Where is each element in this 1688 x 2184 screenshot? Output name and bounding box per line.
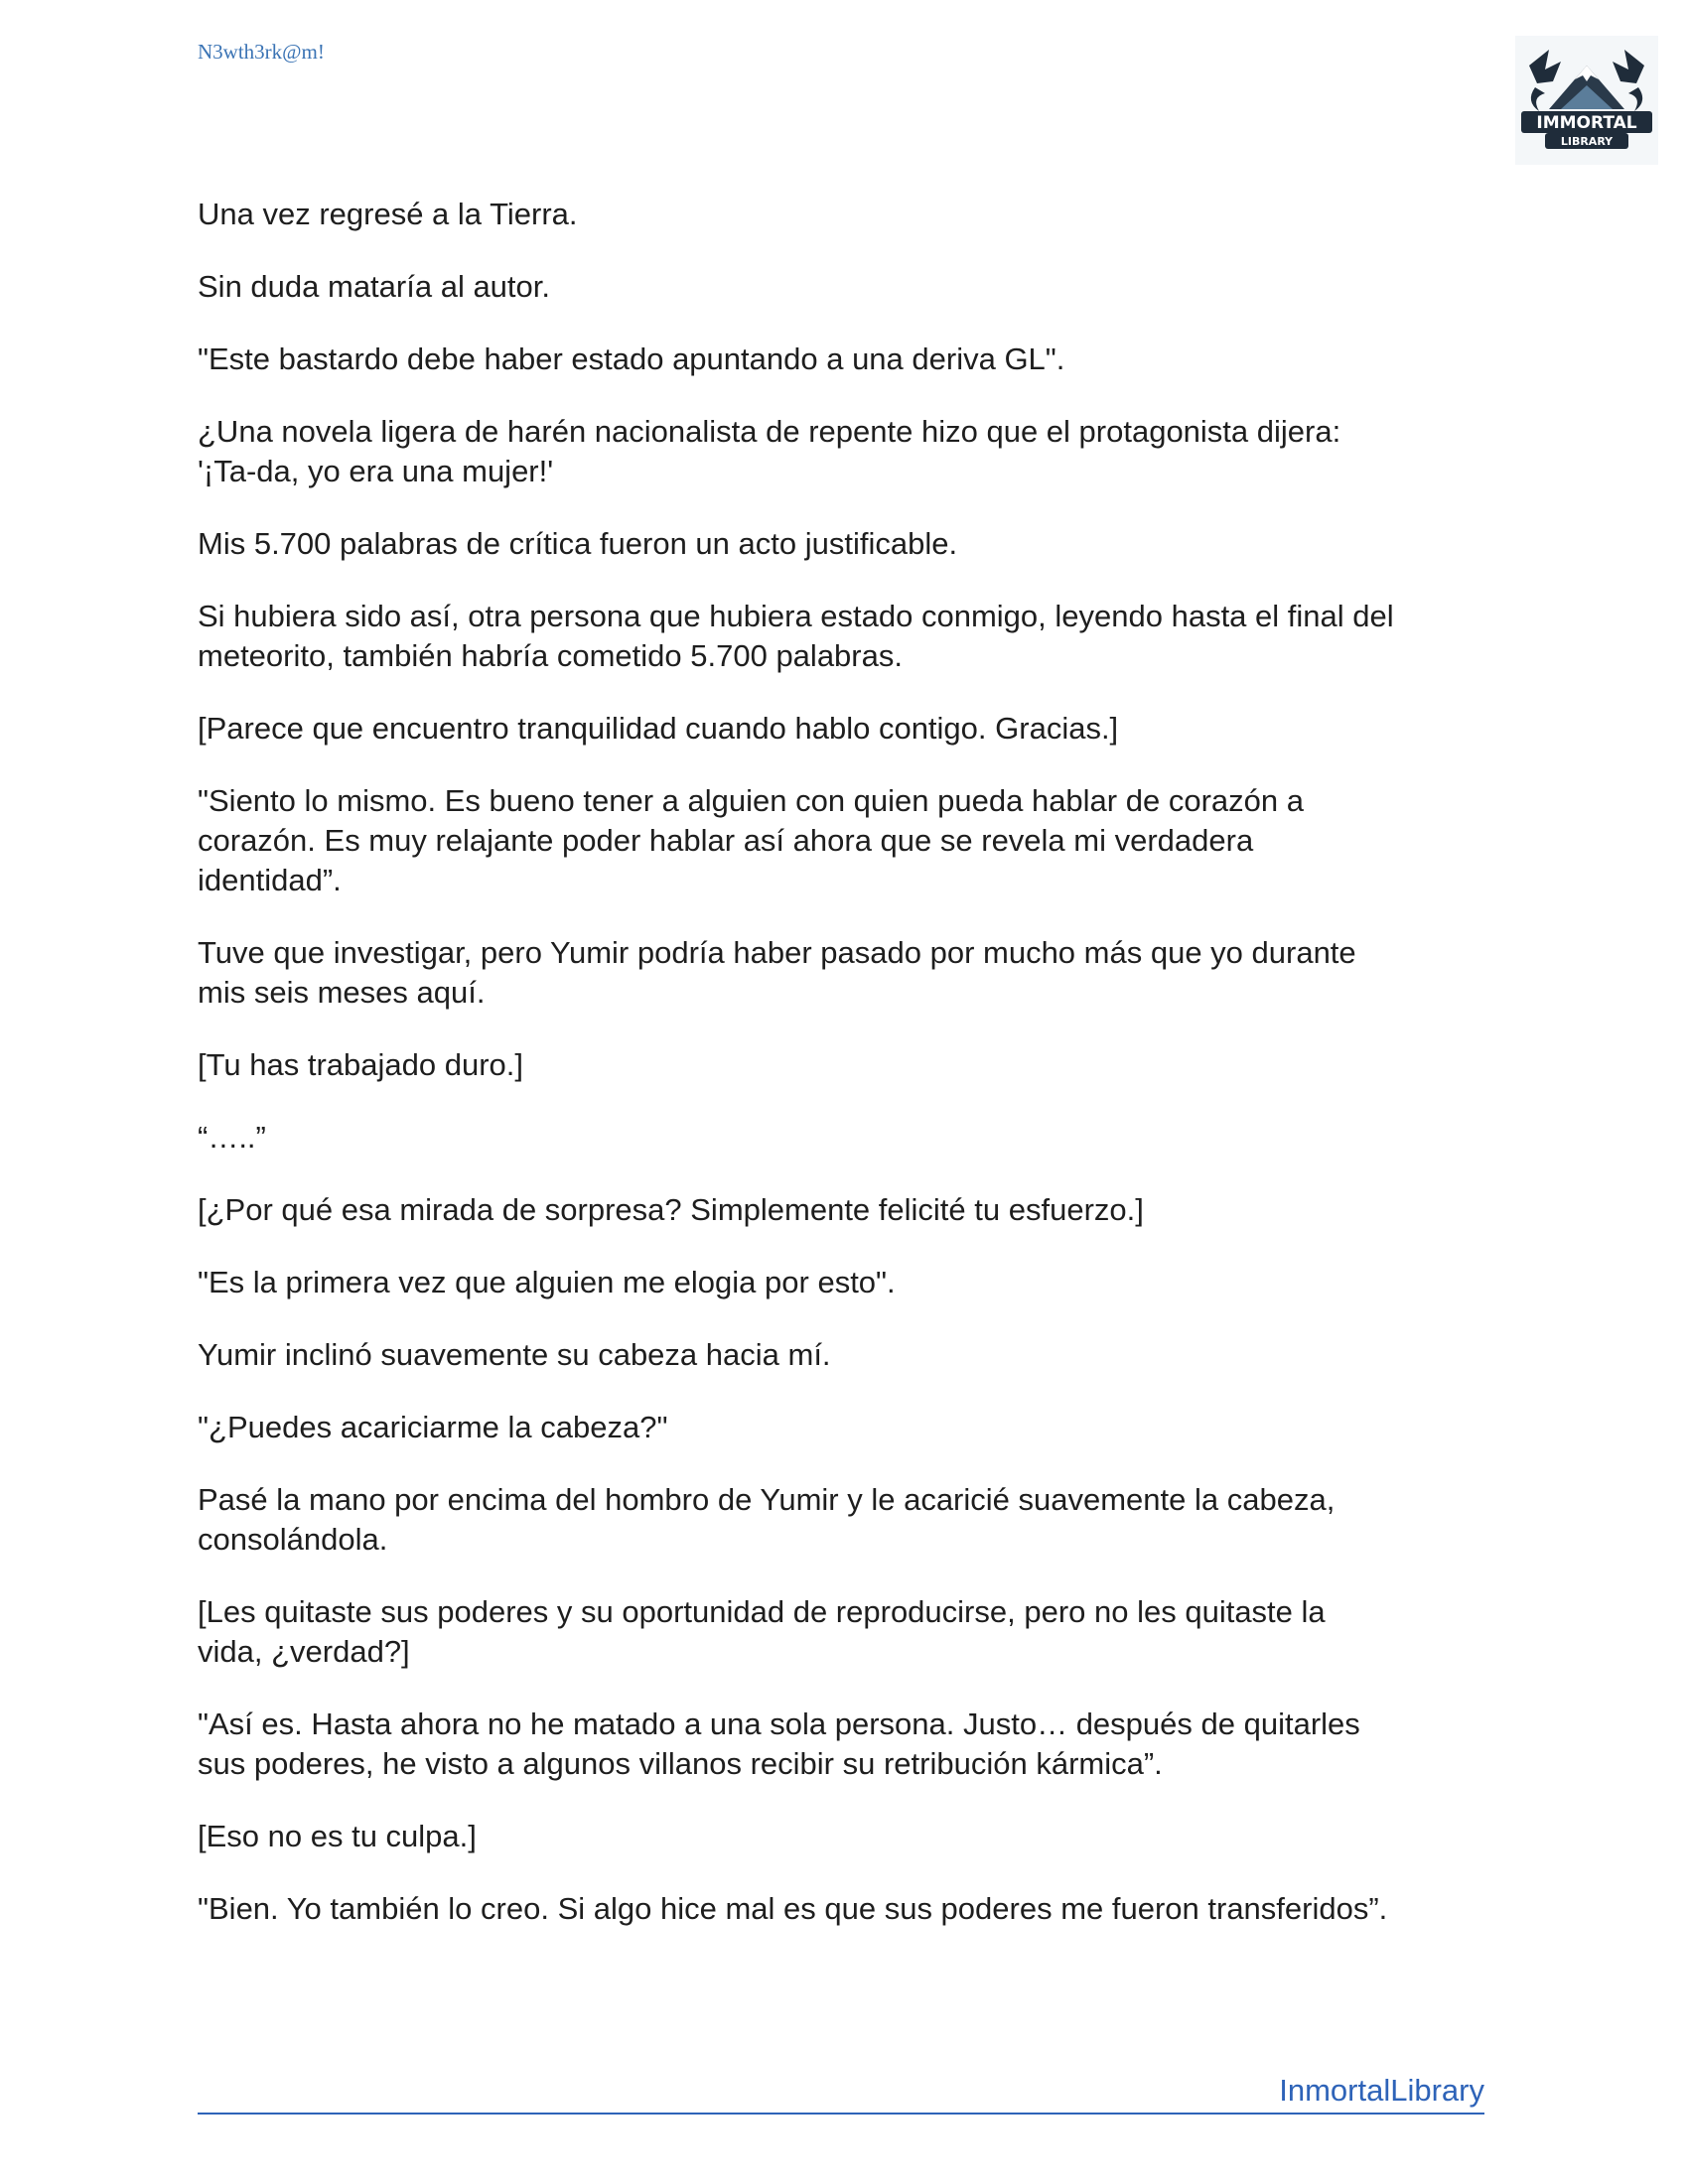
paragraph: "Es la primera vez que alguien me elogia por esto". [198,1265,896,1299]
paragraph: "Así es. Hasta ahora no he matado a una sola persona. Justo… después de quitarles sus poderes, he visto a algunos villanos recibir su retribución kármica”. [198,1706,1360,1781]
paragraph: [Tu has trabajado duro.] [198,1047,523,1082]
footer-library-link[interactable]: InmortalLibrary [198,2071,1484,2115]
paragraph: "Este bastardo debe haber estado apuntando a una deriva GL". [198,341,1065,376]
paragraph: ¿Una novela ligera de harén nacionalista de repente hizo que el protagonista dijera: '¡Ta-da, yo era una mujer!' [198,414,1341,488]
paragraph: Tuve que investigar, pero Yumir podría haber pasado por mucho más que yo durante mis seis meses aquí. [198,935,1356,1010]
paragraph: [Eso no es tu culpa.] [198,1819,477,1853]
paragraph: Si hubiera sido así, otra persona que hubiera estado conmigo, leyendo hasta el final del meteorito, también habría cometido 5.700 palabras. [198,599,1394,673]
paragraph: [Parece que encuentro tranquilidad cuando hablo contigo. Gracias.] [198,711,1119,746]
header-watermark-text: N3wth3rk@m! [198,40,325,64]
paragraph: "¿Puedes acariciarme la cabeza?" [198,1410,668,1444]
paragraph: "Siento lo mismo. Es bueno tener a alguien con quien pueda hablar de corazón a corazón. Es muy relajante poder hablar así ahora que se revela mi verdadera identidad”. [198,783,1304,897]
logo-emblem-graphic [1515,36,1658,165]
paragraph: Pasé la mano por encima del hombro de Yumir y le acaricié suavemente la cabeza, consolándola. [198,1482,1336,1557]
immortal-library-logo [1515,36,1658,165]
paragraph: Yumir inclinó suavemente su cabeza hacia mí. [198,1337,831,1372]
paragraph: Mis 5.700 palabras de crítica fueron un acto justificable. [198,526,958,561]
paragraph: Sin duda mataría al autor. [198,269,551,304]
paragraph: “…..” [198,1120,266,1155]
logo-word-library: LIBRARY [1560,135,1614,148]
paragraph: Una vez regresé a la Tierra. [198,197,578,231]
logo-word-immortal: IMMORTAL [1536,113,1637,133]
story-body [198,195,1488,1962]
paragraph: [¿Por qué esa mirada de sorpresa? Simplemente felicité tu esfuerzo.] [198,1192,1144,1227]
paragraph: "Bien. Yo también lo creo. Si algo hice mal es que sus poderes me fueron transferidos”. [198,1891,1388,1926]
paragraph: [Les quitaste sus poderes y su oportunidad de reproducirse, pero no les quitaste la vida, ¿verdad?] [198,1594,1326,1669]
